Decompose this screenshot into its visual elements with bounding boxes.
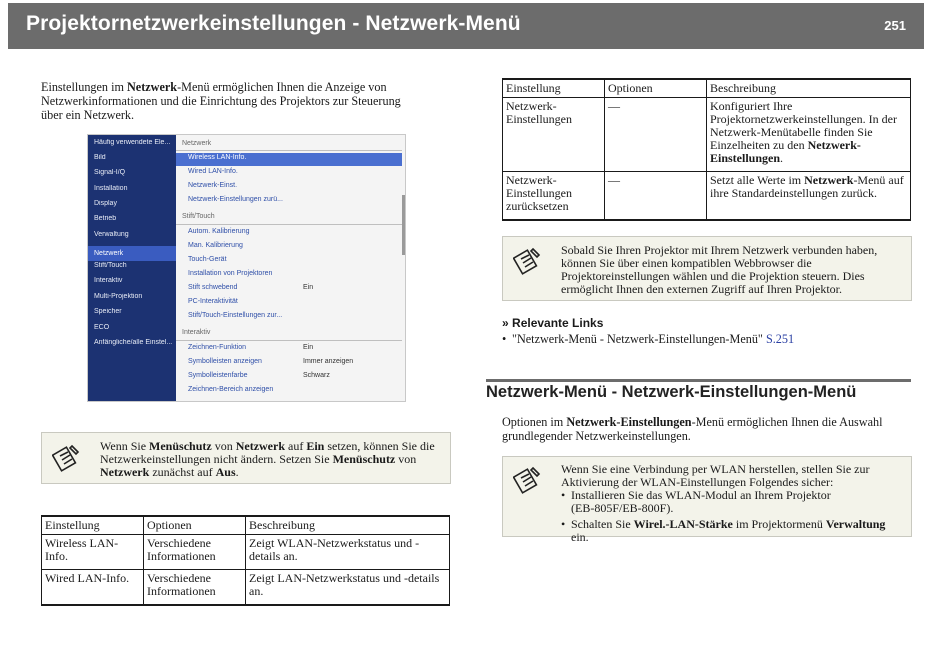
table-cell: Verschiedene Informationen: [144, 570, 246, 606]
note-box-menu-protection: Wenn Sie Menüschutz von Netzwerk auf Ein setzen, können Sie die Netzwerkeinstellungen nicht ändern. Setzen Sie Menüschutz von Netzwerk zunächst auf Aus.: [41, 432, 451, 484]
menu-section-heading: Interaktiv: [182, 329, 211, 336]
sidebar-item[interactable]: Stift/Touch: [94, 262, 127, 269]
menu-option-label: Man. Kalibrierung: [188, 242, 243, 249]
menu-option-value: Ein: [303, 344, 314, 351]
table-cell: Netzwerk-Einstellungen zurücksetzen: [503, 172, 605, 221]
menu-option[interactable]: [176, 241, 402, 254]
menu-options-panel: [176, 135, 405, 401]
note-box-web-browser: Sobald Sie Ihren Projektor mit Ihrem Netzwerk verbunden haben, können Sie über einen kompatiblen Webbrowser die Projektoreinstellungen wählen und die Projektion steuern. Dies ermöglicht Ihnen den externen Zugriff auf Ihren Projektor.: [502, 236, 912, 301]
menu-option[interactable]: [176, 357, 402, 370]
menu-option-label: Installation von Projektoren: [188, 270, 273, 277]
menu-option-label: Zeichnen-Bereich anzeigen: [188, 386, 274, 393]
intro-bold: Netzwerk: [126, 80, 178, 94]
menu-option-label: Symbolleisten anzeigen: [188, 358, 262, 365]
menu-option[interactable]: [176, 283, 402, 296]
divider: [176, 224, 402, 225]
note-pencil-icon: [513, 464, 543, 494]
page-header: [8, 3, 924, 49]
sidebar-item[interactable]: Display: [94, 200, 117, 207]
sidebar-item[interactable]: Installation: [94, 185, 128, 192]
related-links-title: Relevante Links: [512, 316, 604, 330]
related-link-text: "Netzwerk-Menü - Netzwerk-Einstellungen-Menü": [512, 332, 766, 346]
note-pencil-icon: [513, 245, 543, 275]
table-cell: Netzwerk-Einstellungen: [503, 98, 605, 172]
menu-option-label: Stift/Touch-Einstellungen zur...: [188, 312, 283, 319]
menu-option-label: PC-Interaktivität: [188, 298, 238, 305]
table-row: [503, 172, 911, 221]
menu-option-label: Touch-Gerät: [188, 256, 227, 263]
menu-section-heading: Netzwerk: [182, 140, 212, 147]
page-reference-link[interactable]: S.251: [765, 332, 795, 346]
menu-option-value: Schwarz: [303, 372, 330, 379]
table-cell: —: [605, 172, 707, 221]
menu-section-heading: Stift/Touch: [182, 213, 215, 220]
note-pencil-icon: [52, 442, 82, 472]
table-header-row: [503, 79, 911, 98]
menu-option-label: Symbolleistenfarbe: [188, 372, 248, 379]
sidebar-item[interactable]: Betrieb: [94, 215, 117, 222]
column-header: Einstellung: [42, 516, 144, 535]
sidebar-item[interactable]: ECO: [94, 324, 110, 331]
menu-option[interactable]: [176, 167, 402, 180]
table-cell: Konfiguriert Ihre Projektornetzwerkeinstellungen. In der Netzwerk-Menütabelle finden Sie Einzelheiten zu den Netzwerk-Einstellungen.: [707, 98, 911, 172]
sidebar-item[interactable]: Multi-Projektion: [94, 293, 143, 300]
menu-option[interactable]: [176, 255, 402, 268]
menu-option[interactable]: [176, 195, 402, 208]
page-title: Projektornetzwerkeinstellungen - Netzwerk-Menü: [26, 12, 521, 35]
menu-option-label: Wireless LAN-Info.: [188, 154, 247, 161]
divider: [176, 340, 402, 341]
column-header: Optionen: [144, 516, 246, 535]
network-settings-table: [502, 78, 911, 221]
sidebar-item[interactable]: Bild: [94, 154, 106, 161]
sidebar-item[interactable]: Verwaltung: [94, 231, 129, 238]
menu-option-label: Netzwerk-Einst.: [188, 182, 238, 189]
menu-option-label: Zeichnen-Funktion: [188, 344, 246, 351]
note-box-wlan: Wenn Sie eine Verbindung per WLAN herstellen, stellen Sie zur Aktivierung der WLAN-Einstellungen Folgendes sicher: • Installieren Sie das WLAN-Modul an Ihrem Projektor (EB-805F/EB-800F). • Schalten Sie Wirel.-LAN-Stärke im Projektormenü Verwaltung ein.: [502, 456, 912, 537]
double-chevron-right-icon: »: [502, 316, 509, 330]
list-item: • Installieren Sie das WLAN-Modul an Ihrem Projektor (EB-805F/EB-800F).: [561, 489, 906, 515]
sidebar-item[interactable]: Signal-I/Q: [94, 169, 126, 176]
menu-option[interactable]: [176, 371, 402, 384]
table-cell: Wireless LAN-Info.: [42, 535, 144, 570]
related-links-heading: [502, 316, 603, 330]
section-rule: [486, 379, 911, 382]
table-cell: Setzt alle Werte im Netzwerk-Menü auf ihre Standardeinstellungen zurück.: [707, 172, 911, 221]
sidebar-item[interactable]: Häufig verwendete Ele...: [94, 139, 171, 146]
menu-sidebar: [88, 135, 176, 401]
sidebar-item[interactable]: Netzwerk: [88, 246, 176, 261]
menu-option[interactable]: [176, 385, 402, 398]
table-cell: Wired LAN-Info.: [42, 570, 144, 606]
section-heading: Netzwerk-Menü - Netzwerk-Einstellungen-Menü: [486, 383, 857, 401]
table-header-row: [42, 516, 450, 535]
menu-screenshot: [87, 134, 406, 402]
menu-scrollbar: [402, 195, 405, 255]
menu-option[interactable]: [176, 153, 402, 166]
intro-paragraph: [41, 80, 441, 122]
menu-option-label: Autom. Kalibrierung: [188, 228, 250, 235]
column-header: Beschreibung: [707, 79, 911, 98]
table-cell: Zeigt WLAN-Netzwerkstatus und -details an.: [246, 535, 450, 570]
section-paragraph: Optionen im Netzwerk-Einstellungen-Menü ermöglichen Ihnen die Auswahl grundlegender Netzwerkeinstellungen.: [502, 415, 883, 443]
menu-option-label: Stift schwebend: [188, 284, 238, 291]
sidebar-item[interactable]: Interaktiv: [94, 277, 123, 284]
column-header: Einstellung: [503, 79, 605, 98]
menu-option[interactable]: [176, 227, 402, 240]
menu-option[interactable]: [176, 311, 402, 324]
intro-text: -Menü ermöglichen Ihnen die Anzeige von: [177, 80, 387, 94]
sidebar-item[interactable]: Anfängliche/alle Einstel...: [94, 339, 173, 346]
table-row: [42, 535, 450, 570]
table-row: [503, 98, 911, 172]
list-item: • Schalten Sie Wirel.-LAN-Stärke im Projektormenü Verwaltung ein.: [561, 518, 906, 544]
network-info-table: [41, 515, 450, 606]
menu-option-value: Ein: [303, 284, 314, 291]
table-cell: Zeigt LAN-Netzwerkstatus und -details an.: [246, 570, 450, 606]
intro-text: Netzwerkinformationen und die Einrichtung des Projektors zur Steuerung: [41, 94, 401, 108]
menu-option-label: Netzwerk-Einstellungen zurü...: [188, 196, 283, 203]
menu-option-label: Wired LAN-Info.: [188, 168, 238, 175]
list-item: [502, 332, 912, 346]
page-number: 251: [884, 18, 906, 33]
related-links-list: [502, 332, 912, 346]
table-cell: Verschiedene Informationen: [144, 535, 246, 570]
column-header: Optionen: [605, 79, 707, 98]
intro-text: Einstellungen im: [41, 80, 127, 94]
table-row: [42, 570, 450, 606]
menu-option[interactable]: [176, 297, 402, 310]
table-cell: —: [605, 98, 707, 172]
menu-option-value: Immer anzeigen: [303, 358, 354, 365]
column-header: Beschreibung: [246, 516, 450, 535]
divider: [176, 150, 402, 151]
menu-option[interactable]: [176, 269, 402, 282]
intro-text: über ein Netzwerk.: [41, 108, 135, 122]
menu-option[interactable]: [176, 343, 402, 356]
sidebar-item[interactable]: Speicher: [94, 308, 122, 315]
menu-option[interactable]: [176, 181, 402, 194]
